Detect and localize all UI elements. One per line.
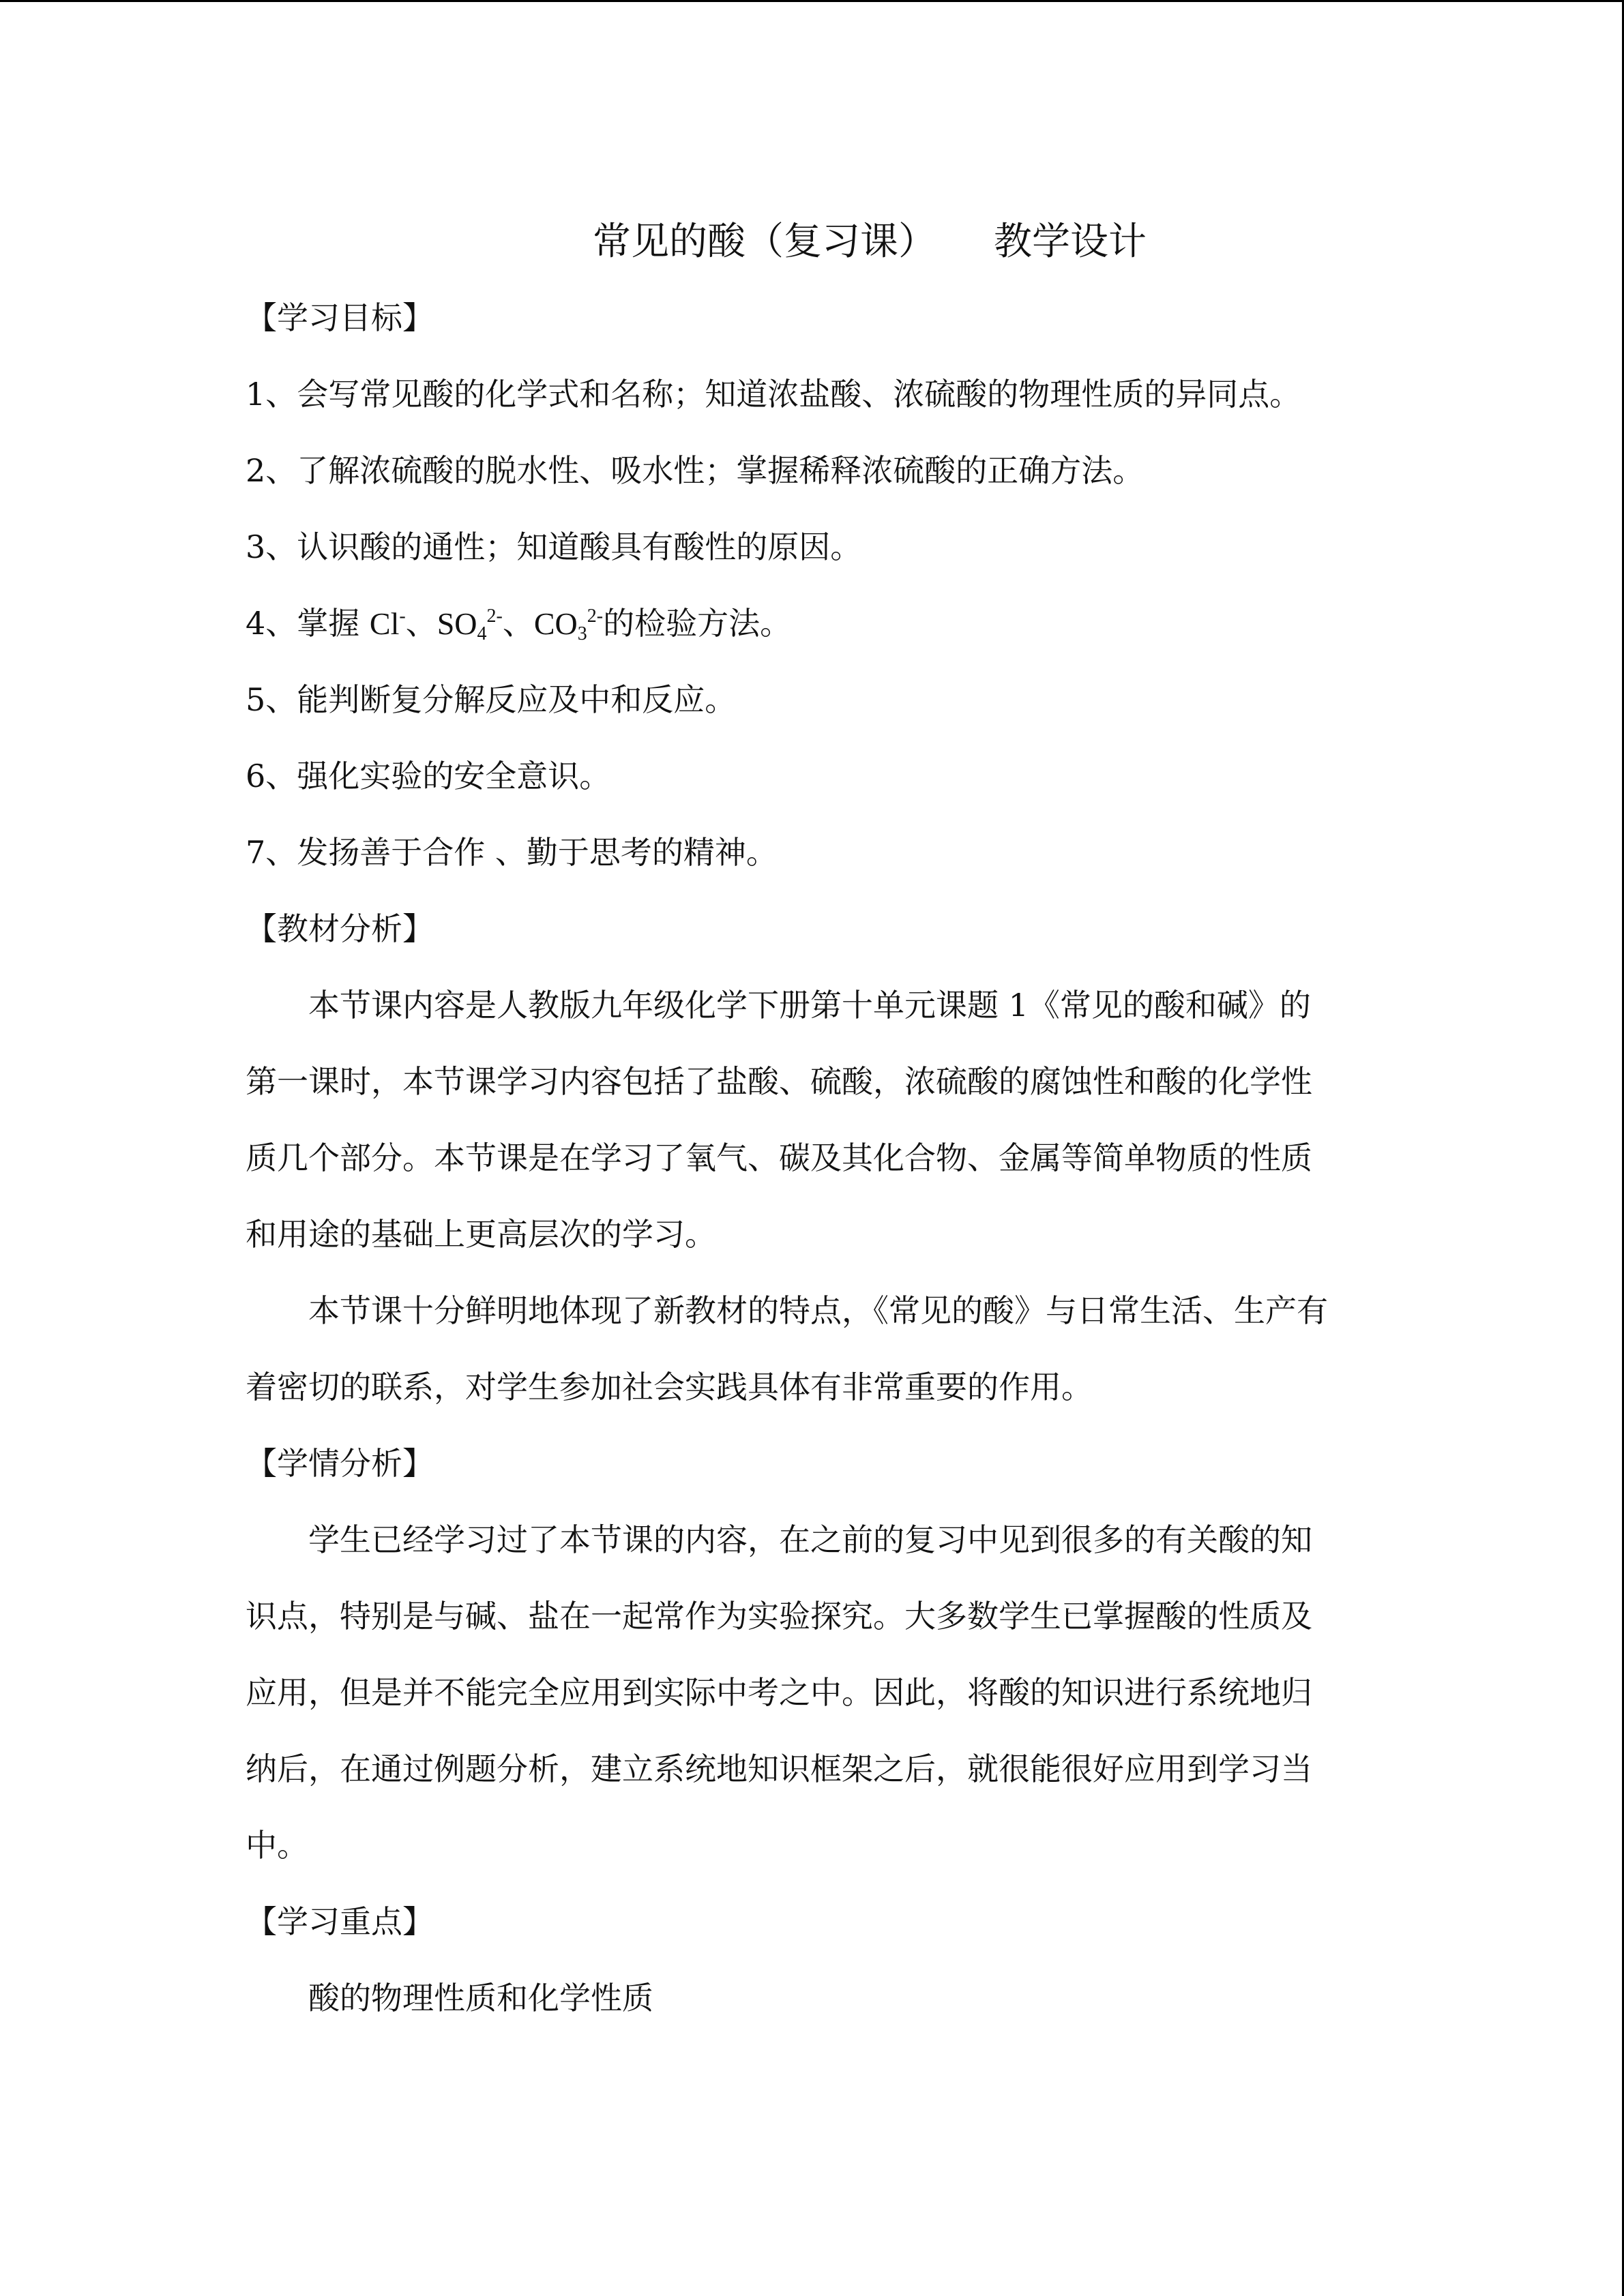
material-analysis-section: [246, 891, 1378, 1425]
learner-analysis-line: 学生已经学习过了本节课的内容，在之前的复习中见到很多的有关酸的知: [308, 1521, 1312, 1558]
document-title: 常见的酸（复习课） 教学设计: [593, 220, 1147, 264]
separator-1: 、: [405, 605, 437, 642]
carbonate-subscript: 3: [577, 623, 587, 644]
learner-analysis-line: 纳后，在通过例题分析，建立系统地知识框架之后，就很能很好应用到学习当: [246, 1750, 1312, 1787]
key-points-text: 酸的物理性质和化学性质: [308, 1980, 653, 2016]
sulfate-symbol: SO: [437, 606, 477, 641]
objective-item-3: 3、认识酸的通性；知道酸具有酸性的原因。: [246, 528, 862, 565]
objective-4-suffix: 的检验方法。: [603, 605, 792, 642]
objective-4-prefix: 4、掌握: [246, 605, 370, 642]
objective-item-7: 7、发扬善于合作 、勤于思考的精神。: [246, 834, 778, 871]
carbonate-ion: [533, 606, 604, 644]
material-paragraph-1-line: 本节课内容是人教版九年级化学下册第十单元课题 1《常见的酸和碱》的: [308, 987, 1311, 1024]
chloride-ion: [370, 606, 406, 641]
chloride-symbol: Cl: [369, 606, 400, 641]
sulfate-subscript: 4: [477, 623, 487, 644]
chloride-charge: -: [399, 606, 406, 627]
carbonate-symbol: CO: [533, 606, 578, 641]
key-points-section: [246, 1883, 1378, 2036]
sulfate-ion: [437, 606, 503, 644]
objective-item-4: [246, 585, 1378, 661]
learner-analysis-heading: 【学情分析】: [246, 1445, 434, 1482]
carbonate-charge: 2-: [587, 606, 604, 627]
learner-analysis-line: 应用，但是并不能完全应用到实际中考之中。因此，将酸的知识进行系统地归: [246, 1674, 1312, 1711]
objective-item-2: 2、了解浓硫酸的脱水性、吸水性；掌握稀释浓硫酸的正确方法。: [246, 452, 1145, 489]
material-analysis-heading: 【教材分析】: [246, 910, 434, 947]
material-paragraph-1-line: 和用途的基础上更高层次的学习。: [246, 1216, 716, 1253]
learner-analysis-line: 识点，特别是与碱、盐在一起常作为实验探究。大多数学生已掌握酸的性质及: [246, 1598, 1312, 1635]
learner-analysis-section: [246, 1425, 1378, 1883]
learning-objectives-section: [246, 280, 1378, 891]
material-paragraph-2-line: 本节课十分鲜明地体现了新教材的特点，《常见的酸》与日常生活、生产有: [308, 1292, 1328, 1329]
separator-2: 、: [502, 605, 534, 642]
material-paragraph-2-line: 着密切的联系，对学生参加社会实践具体有非常重要的作用。: [246, 1369, 1093, 1405]
objective-item-6: 6、强化实验的安全意识。: [246, 758, 611, 794]
material-paragraph-1-line: 质几个部分。本节课是在学习了氧气、碳及其化合物、金属等简单物质的性质: [246, 1139, 1312, 1176]
learner-analysis-line: 中。: [246, 1827, 308, 1864]
material-paragraph-1-line: 第一课时，本节课学习内容包括了盐酸、硫酸，浓硫酸的腐蚀性和酸的化学性: [246, 1063, 1312, 1100]
learning-objectives-heading: 【学习目标】: [246, 299, 434, 336]
sulfate-charge: 2-: [486, 606, 503, 627]
objective-item-5: 5、能判断复分解反应及中和反应。: [246, 681, 737, 718]
key-points-heading: 【学习重点】: [246, 1903, 434, 1940]
document-body: [246, 205, 1378, 2036]
objective-item-1: 1、会写常见酸的化学式和名称；知道浓盐酸、浓硫酸的物理性质的异同点。: [246, 376, 1301, 413]
